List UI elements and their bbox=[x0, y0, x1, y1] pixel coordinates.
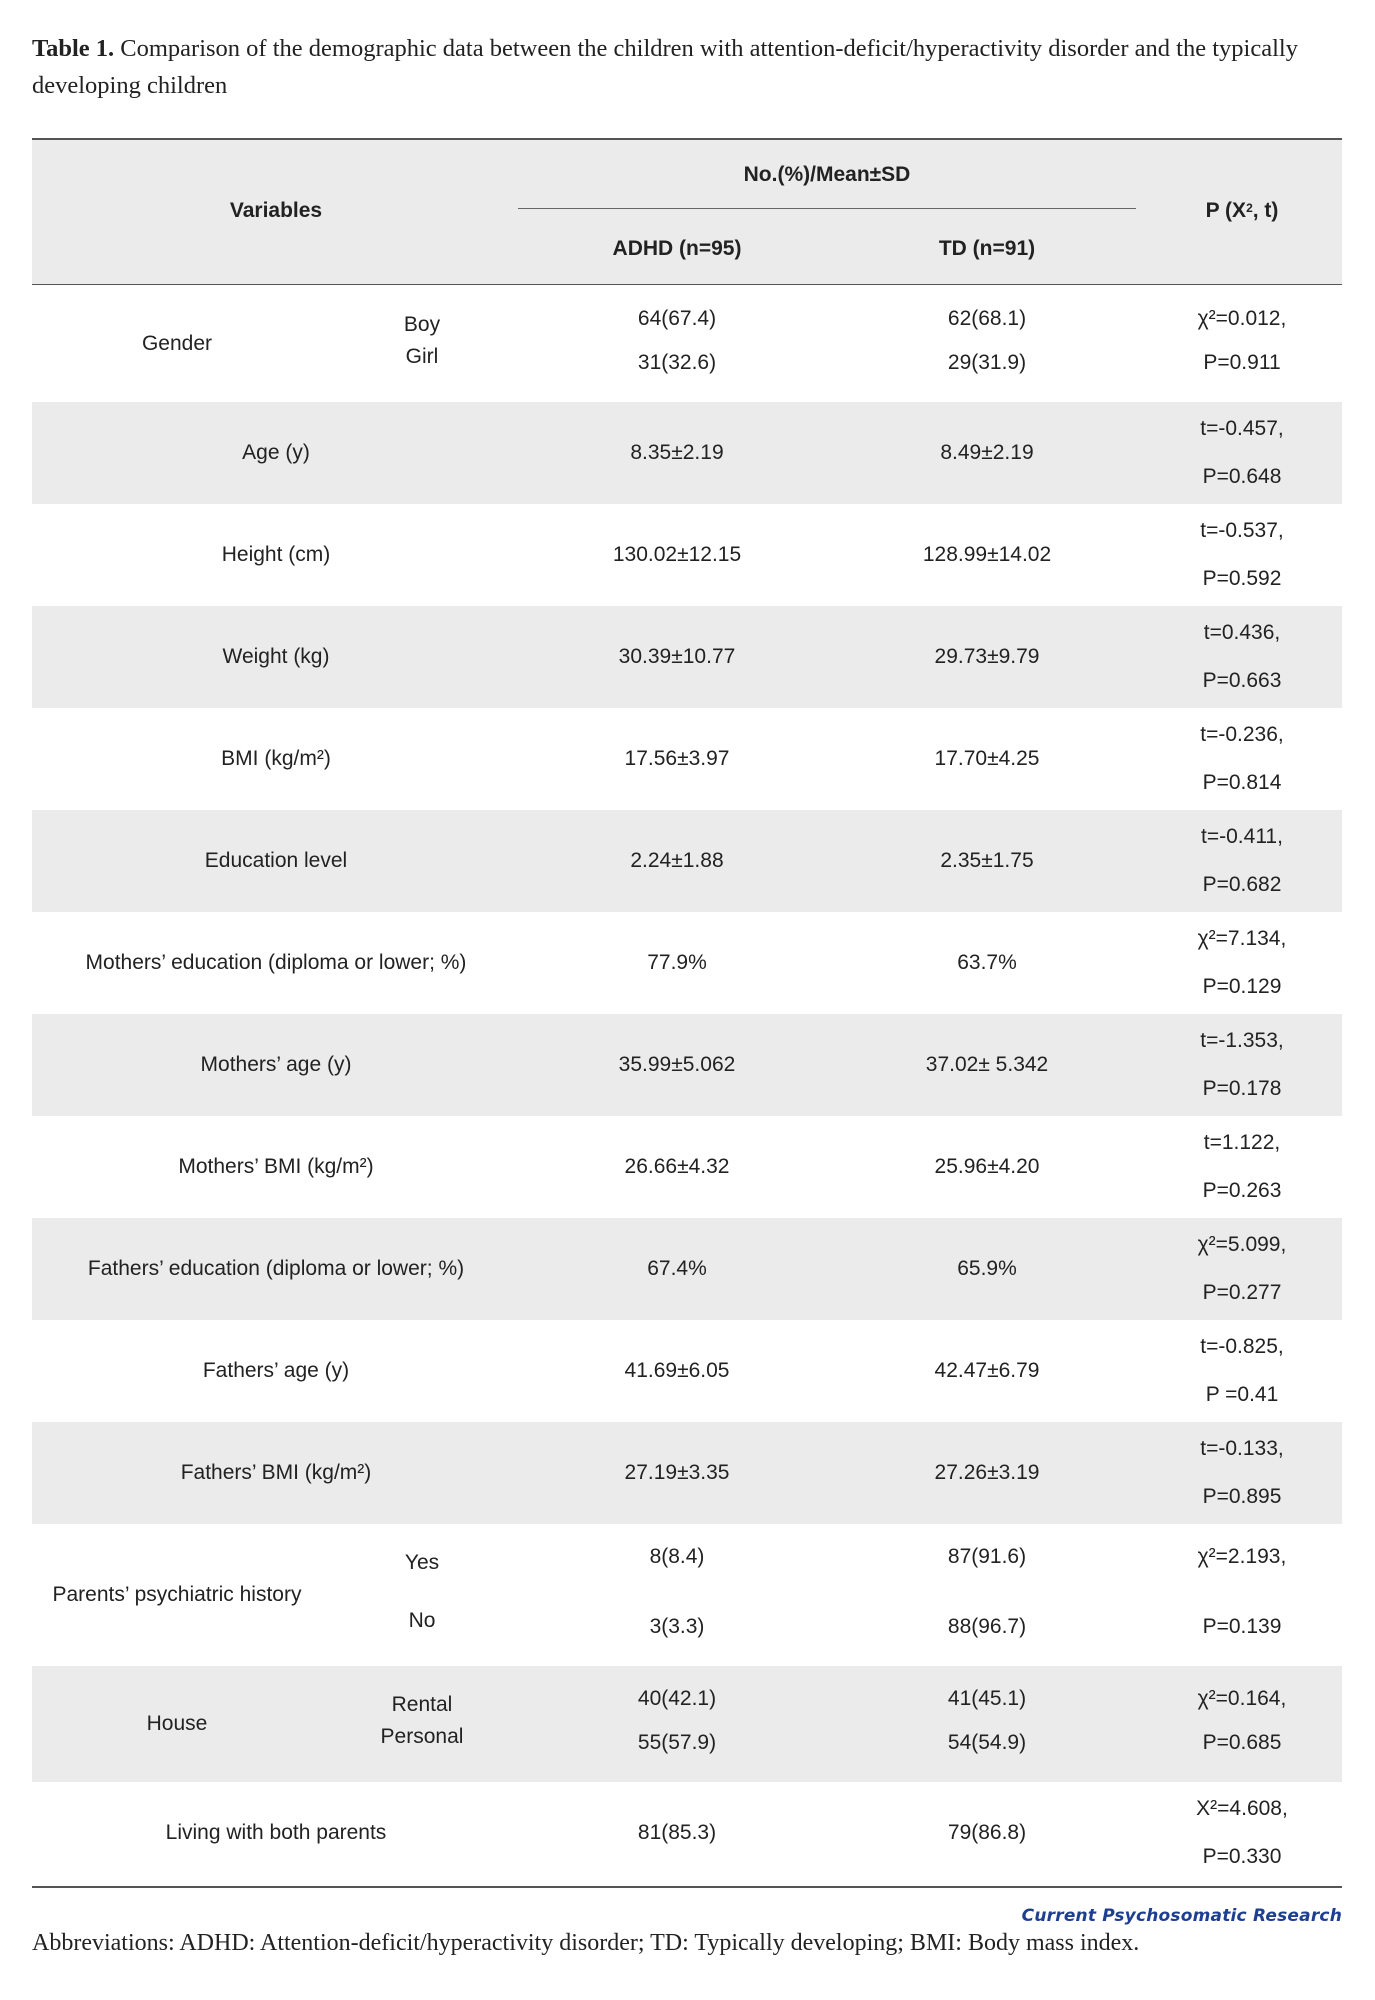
td-value: 79(86.8) bbox=[947, 1821, 1027, 1844]
table-row bbox=[32, 1014, 1342, 1116]
adhd-value: 77.9% bbox=[647, 951, 707, 974]
p-value: P=0.277 bbox=[1202, 1281, 1282, 1304]
variable-label: Mothers’ age (y) bbox=[200, 1053, 352, 1076]
td-value: 63.7% bbox=[957, 951, 1017, 974]
variable-label: Education level bbox=[204, 849, 348, 872]
td-value: 17.70±4.25 bbox=[934, 747, 1040, 770]
adhd-value: 55(57.9) bbox=[637, 1731, 717, 1754]
table-row bbox=[32, 1218, 1342, 1320]
table-label: Table 1. bbox=[32, 35, 115, 62]
td-value: 128.99±14.02 bbox=[922, 543, 1052, 566]
p-value: P=0.911 bbox=[1203, 351, 1281, 374]
p-statistic: t=1.122, bbox=[1203, 1131, 1281, 1154]
p-statistic: t=0.436, bbox=[1203, 621, 1281, 644]
p-statistic: χ²=2.193, bbox=[1197, 1545, 1287, 1568]
journal-brand: Current Psychosomatic Research bbox=[1021, 1906, 1342, 1926]
p-value: P=0.178 bbox=[1202, 1077, 1282, 1100]
td-value: 2.35±1.75 bbox=[940, 849, 1034, 872]
subcategory-label: Personal bbox=[380, 1725, 464, 1748]
table-row bbox=[32, 606, 1342, 708]
td-value: 62(68.1) bbox=[947, 307, 1027, 330]
p-statistic: χ²=5.099, bbox=[1197, 1233, 1287, 1256]
p-value: P=0.682 bbox=[1202, 873, 1282, 896]
subcategory-label: No bbox=[408, 1609, 436, 1632]
p-value: P=0.330 bbox=[1202, 1845, 1282, 1868]
variable-label: Fathers’ age (y) bbox=[202, 1359, 350, 1382]
adhd-value: 3(3.3) bbox=[649, 1615, 705, 1638]
p-value: P=0.139 bbox=[1202, 1615, 1282, 1638]
td-value: 42.47±6.79 bbox=[934, 1359, 1040, 1382]
p-statistic: χ²=0.012, bbox=[1197, 307, 1287, 330]
table-row bbox=[32, 1422, 1342, 1524]
adhd-value: 8(8.4) bbox=[649, 1545, 705, 1568]
variable-label: Parents’ psychiatric history bbox=[52, 1583, 302, 1606]
td-value: 29(31.9) bbox=[947, 351, 1027, 374]
adhd-value: 31(32.6) bbox=[637, 351, 717, 374]
variable-label: BMI (kg/m²) bbox=[221, 747, 331, 770]
td-value: 54(54.9) bbox=[947, 1731, 1027, 1754]
variable-label: Fathers’ education (diploma or lower; %) bbox=[87, 1257, 465, 1280]
adhd-value: 2.24±1.88 bbox=[630, 849, 724, 872]
variable-label: Mothers’ education (diploma or lower; %) bbox=[85, 951, 467, 974]
table-row bbox=[32, 402, 1342, 504]
adhd-value: 81(85.3) bbox=[637, 1821, 717, 1844]
table-row bbox=[32, 708, 1342, 810]
adhd-value: 130.02±12.15 bbox=[612, 543, 742, 566]
subcategory-label: Yes bbox=[404, 1551, 440, 1574]
p-statistic: t=-0.457, bbox=[1200, 417, 1284, 440]
adhd-value: 67.4% bbox=[647, 1257, 707, 1280]
p-statistic: t=-0.133, bbox=[1200, 1437, 1284, 1460]
header-group-rule bbox=[518, 208, 1136, 209]
p-statistic: X²=4.608, bbox=[1196, 1797, 1288, 1820]
table-caption bbox=[32, 30, 1342, 104]
td-value: 88(96.7) bbox=[947, 1615, 1027, 1638]
p-value: P=0.685 bbox=[1202, 1731, 1282, 1754]
table-row bbox=[32, 1116, 1342, 1218]
td-value: 27.26±3.19 bbox=[934, 1461, 1040, 1484]
variable-label: Height (cm) bbox=[221, 543, 331, 566]
adhd-value: 17.56±3.97 bbox=[624, 747, 730, 770]
adhd-value: 26.66±4.32 bbox=[624, 1155, 730, 1178]
p-value: P=0.129 bbox=[1202, 975, 1282, 998]
header-p: P ($X^2$, t) bbox=[1205, 199, 1279, 222]
abbreviations-note: Abbreviations: ADHD: Attention-deficit/hyperactivity disorder; TD: Typically developing; BMI: Body mass index. bbox=[32, 1930, 1140, 1956]
subcategory-label: Boy bbox=[403, 313, 441, 336]
table-row bbox=[32, 1782, 1342, 1884]
td-value: 65.9% bbox=[957, 1257, 1017, 1280]
variable-label: Fathers’ BMI (kg/m²) bbox=[180, 1461, 372, 1484]
p-statistic: t=-0.236, bbox=[1200, 723, 1284, 746]
td-value: 37.02± 5.342 bbox=[925, 1053, 1049, 1076]
table-row bbox=[32, 1320, 1342, 1422]
header-adhd: ADHD (n=95) bbox=[612, 237, 742, 260]
td-value: 41(45.1) bbox=[947, 1687, 1027, 1710]
header-group: No.(%)/Mean±SD bbox=[743, 163, 911, 186]
p-value: P =0.41 bbox=[1205, 1383, 1279, 1406]
header-td: TD (n=91) bbox=[938, 237, 1036, 260]
td-value: 29.73±9.79 bbox=[934, 645, 1040, 668]
p-statistic: t=-0.411, bbox=[1201, 825, 1283, 848]
table-row bbox=[32, 810, 1342, 912]
p-value: P=0.895 bbox=[1202, 1485, 1282, 1508]
td-value: 87(91.6) bbox=[947, 1545, 1027, 1568]
variable-label: House bbox=[146, 1712, 208, 1735]
table-header-rule bbox=[32, 284, 1342, 285]
p-value: P=0.814 bbox=[1202, 771, 1282, 794]
table-bottom-rule bbox=[32, 1886, 1342, 1888]
table-row bbox=[32, 1524, 1342, 1666]
table-title: Comparison of the demographic data between the children with attention-deficit/hyperactivity disorder and the typically developing children bbox=[32, 35, 1298, 99]
adhd-value: 27.19±3.35 bbox=[624, 1461, 730, 1484]
variable-label: Age (y) bbox=[242, 441, 310, 464]
adhd-value: 64(67.4) bbox=[637, 307, 717, 330]
adhd-value: 41.69±6.05 bbox=[624, 1359, 730, 1382]
subcategory-label: Girl bbox=[405, 345, 439, 368]
p-statistic: t=-0.537, bbox=[1200, 519, 1284, 542]
subcategory-label: Rental bbox=[391, 1693, 453, 1716]
table-row bbox=[32, 912, 1342, 1014]
header-variables: Variables bbox=[229, 199, 323, 222]
variable-label: Mothers’ BMI (kg/m²) bbox=[178, 1155, 374, 1178]
variable-label: Gender bbox=[141, 332, 213, 355]
td-value: 25.96±4.20 bbox=[934, 1155, 1040, 1178]
p-value: P=0.592 bbox=[1202, 567, 1282, 590]
adhd-value: 35.99±5.062 bbox=[618, 1053, 736, 1076]
table-row bbox=[32, 286, 1342, 402]
variable-label: Living with both parents bbox=[165, 1821, 387, 1844]
table-row bbox=[32, 504, 1342, 606]
p-statistic: t=-0.825, bbox=[1200, 1335, 1284, 1358]
p-statistic: t=-1.353, bbox=[1200, 1029, 1284, 1052]
adhd-value: 8.35±2.19 bbox=[630, 441, 724, 464]
adhd-value: 40(42.1) bbox=[637, 1687, 717, 1710]
adhd-value: 30.39±10.77 bbox=[618, 645, 736, 668]
p-value: P=0.263 bbox=[1202, 1179, 1282, 1202]
table-header bbox=[32, 140, 1342, 284]
table-row bbox=[32, 1666, 1342, 1782]
p-value: P=0.663 bbox=[1202, 669, 1282, 692]
p-statistic: χ²=7.134, bbox=[1197, 927, 1287, 950]
td-value: 8.49±2.19 bbox=[940, 441, 1034, 464]
variable-label: Weight (kg) bbox=[222, 645, 330, 668]
p-value: P=0.648 bbox=[1202, 465, 1282, 488]
p-statistic: χ²=0.164, bbox=[1197, 1687, 1287, 1710]
